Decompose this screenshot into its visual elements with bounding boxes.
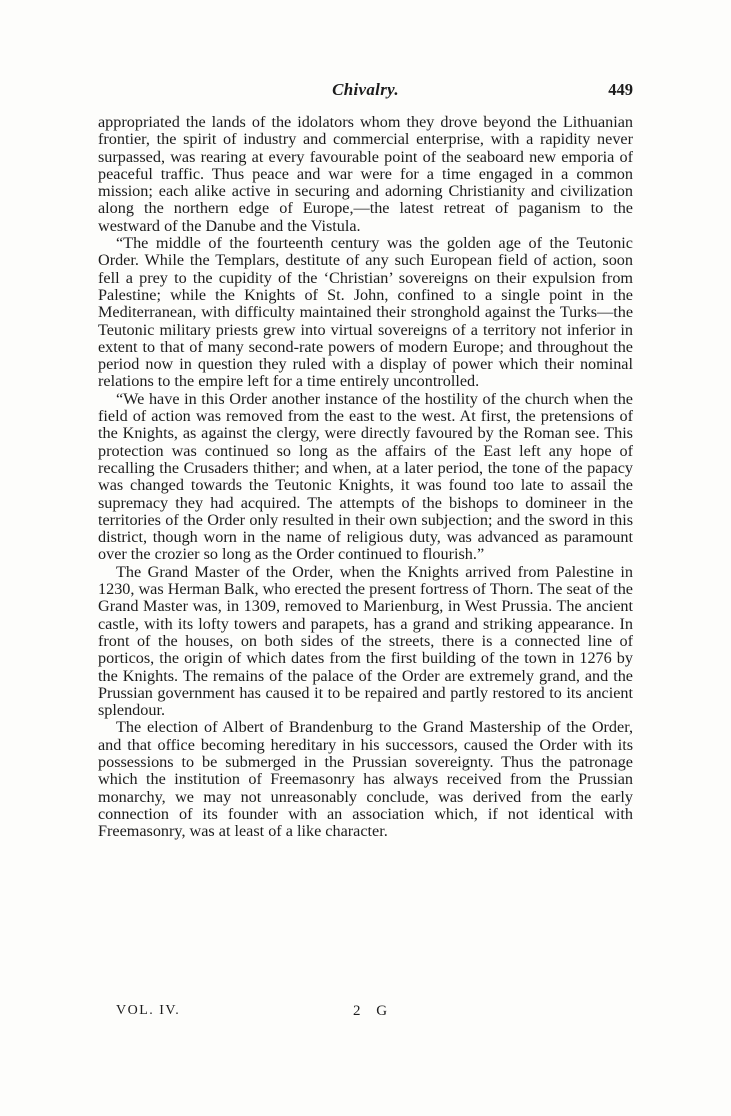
signature-mark: 2 G	[353, 1003, 394, 1019]
paragraph-3: “We have in this Order another instance of the hostility of the church when the field of action was removed from the east to the west. At first, the pretensions of the Knights, as against the clergy, were directly favoured by the Roman see. This protection was continued so long as the affairs of the East left any hope of recalling the Crusaders thither; and when, at a later period, the tone of the papacy was changed towards the Teutonic Knights, it was found too late to assail the supremacy they had acquired. The attempts of the bishops to domineer in the territories of the Order only resulted in their own subjection; and the sword in this district, though worn in the name of religious duty, was advanced as paramount over the crozier so long as the Order continued to flourish.”	[98, 389, 633, 564]
page-footer	[98, 1003, 633, 1025]
paragraph-2: “The middle of the fourteenth century was the golden age of the Teutonic Order. While the Templars, destitute of any such European field of action, soon fell a prey to the cupidity of the ‘Christian’ sovereigns on their expulsion from Palestine; while the Knights of St. John, confined to a single point in the Mediterranean, with difficulty maintained their stronghold against the Turks—the Teutonic military priests grew into virtual sovereigns of a territory not inferior in extent to that of many second-rate powers of modern Europe; and throughout the period now in question they ruled with a display of power which their nominal relations to the empire left for a time entirely uncontrolled.	[98, 234, 633, 391]
page-header	[98, 80, 633, 106]
running-title: Chivalry.	[332, 80, 399, 99]
paragraph-4: The Grand Master of the Order, when the Knights arrived from Palestine in 1230, was Herman Balk, who erected the present fortress of Thorn. The seat of the Grand Master was, in 1309, removed to Marienburg, in West Prussia. The ancient castle, with its lofty towers and parapets, has a grand and striking appearance. In front of the houses, on both sides of the streets, there is a connected line of porticos, the origin of which dates from the first building of the town in 1276 by the Knights. The remains of the palace of the Order are extremely grand, and the Prussian government has caused it to be repaired and partly restored to its ancient splendour.	[98, 562, 633, 720]
paragraph-1: appropriated the lands of the idolators whom they drove beyond the Lithuanian frontier, the spirit of industry and commercial enterprise, with a rapidity never surpassed, was rearing at every favourable point of the seaboard new emporia of peaceful traffic. Thus peace and war were for a time engaged in a common mission; each alike active in securing and adorning Christianity and civilization along the northern edge of Europe,—the latest retreat of paganism to the westward of the Danube and the Vistula.	[98, 113, 633, 235]
paragraph-5: The election of Albert of Brandenburg to the Grand Mastership of the Order, and that office becoming hereditary in his successors, caused the Order with its possessions to be submerged in the Prussian sovereignty. Thus the patronage which the institution of Freemasonry has always received from the Prussian monarchy, we may not unreasonably conclude, was derived from the early connection of its founder with an association which, if not identical with Freemasonry, was at least of a like character.	[98, 718, 633, 841]
volume-label: VOL. IV.	[116, 1003, 181, 1018]
page-number: 449	[608, 80, 633, 99]
body-text	[98, 114, 633, 840]
